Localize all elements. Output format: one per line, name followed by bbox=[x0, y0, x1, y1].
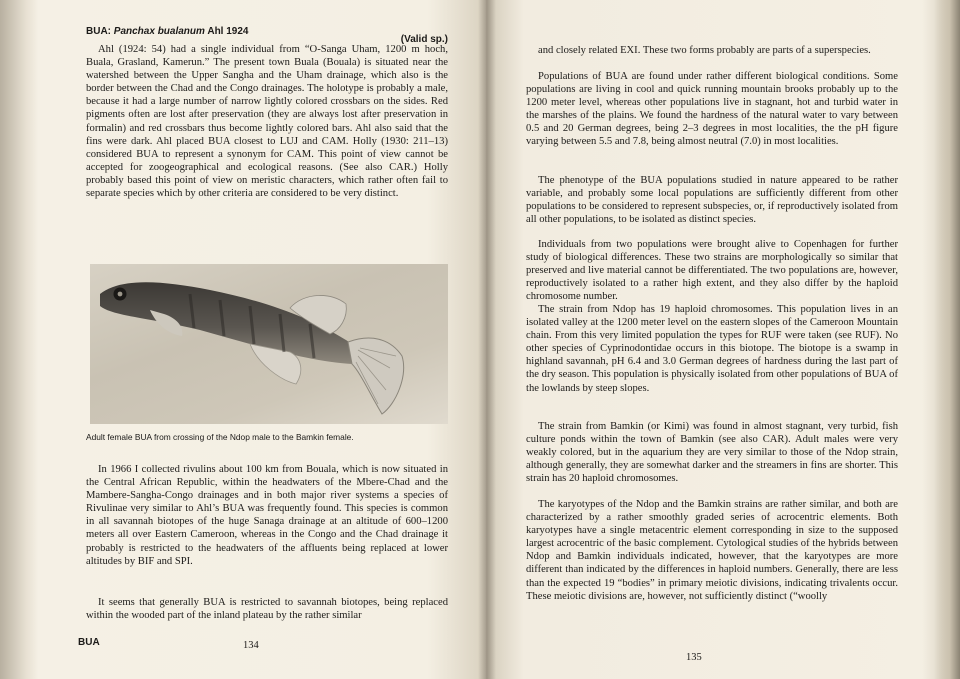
validity-status: (Valid sp.) bbox=[400, 34, 448, 45]
paragraph: Populations of BUA are found under rather different biological conditions. Some populations are living in cool and quick running mountain brooks probably up to the 1200 meter level, whereas other populations live in stagnant, hot and turbid water in the marshes of the plains. We found the hardness of the natural water to vary between 0.5 and 20 German degrees, being 2–3 degrees in most localities, the the pH figure varying between 5.5 and 7.8, being almost neutral (7.0) in most localities. bbox=[526, 71, 898, 148]
paragraph: It seems that generally BUA is restricted to savannah biotopes, being replaced within the wooded part of the inland plateau by the rather similar bbox=[86, 597, 448, 622]
book-spine-shadow bbox=[478, 0, 496, 679]
right-page bbox=[486, 0, 960, 679]
page-edge-shadow bbox=[0, 0, 38, 679]
paragraph: Ahl (1924: 54) had a single individual from “O-Sanga Uham, 1200 m hoch, Buala, Grasland, Kamerun.” The present town Buala (Bouala) is situated near the watershed between the Upper Sangha and the Uham drainage, which also is the border between the Chad and the Congo drainages. The holotype is probably a male, because it had a large number of narrow lightly colored crossbars on the sides. Red pigments often are lost after preservation (they are always lost after preservation in formalin) and red crossbars thus become lightly colored bars. Ahl also said that the fins were dark. Ahl placed BUA closest to LUJ and CAM. Holly (1930: 211–13) considered BUA to represent a synonym for CAM. This point of view cannot be accepted for zoogeographical and ecological reasons. (See also CAR.) Holly probably based this point of view on meristic characters, which rather often fail to separate species which by other criteria are considered to be very distinct. bbox=[86, 44, 448, 200]
paragraph: The phenotype of the BUA populations studied in nature appeared to be rather variable, and probably some local populations are sufficiently different from other populations to be considered to represent subspecies, or, if reproductively isolated from all other populations, to be isolated as distinct species. bbox=[526, 175, 898, 226]
paragraph: The strain from Bamkin (or Kimi) was found in almost stagnant, very turbid, fish culture ponds within the town of Bamkin (see also CAR). Adult males were very weakly colored, but in the aquarium they are very similar to those of the Ndop strain, although generally, they are somewhat darker and the streamers in fins are shorter. This strain has 20 haploid chromosomes. bbox=[526, 421, 898, 485]
page-number: 135 bbox=[686, 652, 702, 663]
paragraph: The strain from Ndop has 19 haploid chromosomes. This population lives in an isolated valley at the 1200 meter level on the eastern slopes of the Cameroon Mountain chain. From this very limited population the types for RUF were taken (see RUF). No other species of Cyprinodontidae occurs in this biotope. The biotope is a swamp in highland savannah, pH 6.4 and 3.0 German degrees of hardness during the last part of the dry season. This population is physically isolated from other populations of BUA of the lowlands by steep slopes. bbox=[526, 304, 898, 394]
fish-illustration bbox=[90, 264, 448, 424]
page-number: 134 bbox=[243, 640, 259, 651]
page-edge-shadow bbox=[934, 0, 960, 679]
paragraph: and closely related EXI. These two forms probably are parts of a superspecies. bbox=[538, 45, 871, 56]
paragraph: In 1966 I collected rivulins about 100 km from Bouala, which is now situated in the Central African Republic, within the headwaters of the Mbere-Chad and the Mambere-Sangha-Congo drainages and in both major river systems a species of Rivulinae very similar to Ahl’s BUA was frequently found. This species is common in all savannah biotopes of the huge Sanaga drainage at an altitude of 600–1200 meters all over Eastern Cameroon, whereas in the Congo and the Chad drainage it probably is restricted to the headwaters of the affluents being replaced at lower altitudes by BIF and SPI. bbox=[86, 464, 448, 567]
photo-caption: Adult female BUA from crossing of the Ndop male to the Bamkin female. bbox=[86, 432, 354, 442]
species-code: BUA: bbox=[86, 26, 111, 37]
species-header bbox=[86, 26, 448, 45]
species-name: Panchax bualanum bbox=[113, 26, 205, 37]
paragraph: Individuals from two populations were brought alive to Copenhagen for further study of biological differences. These two strains are morphologically so similar that preserved and live material cannot be differentiated. The two populations are, however, reproductively isolated to a rather high extent, and they also differ by the haploid chromosome number. bbox=[526, 239, 898, 303]
species-author: Ahl 1924 bbox=[207, 26, 249, 37]
fish-photo bbox=[90, 264, 448, 424]
paragraph: The karyotypes of the Ndop and the Bamkin strains are rather similar, and both are characterized by a rather smoothly graded series of acrocentric elements. Both karyotypes have a single metacentric element corresponding in size to the supposed largest acrocentric of the basic complement. Cytological studies of the hybrids between Ndop and Bamkin individuals indicated, however, that the karyotypes are more different than indicated by the differences in haploid numbers. Generally, there are less than the expected 19 “bodies” in primary meiotic divisions, indicating trivalents occur. These meiotic divisions are, however, not sufficiently distinct (“woolly bbox=[526, 499, 898, 602]
footer-label: BUA bbox=[78, 637, 100, 648]
